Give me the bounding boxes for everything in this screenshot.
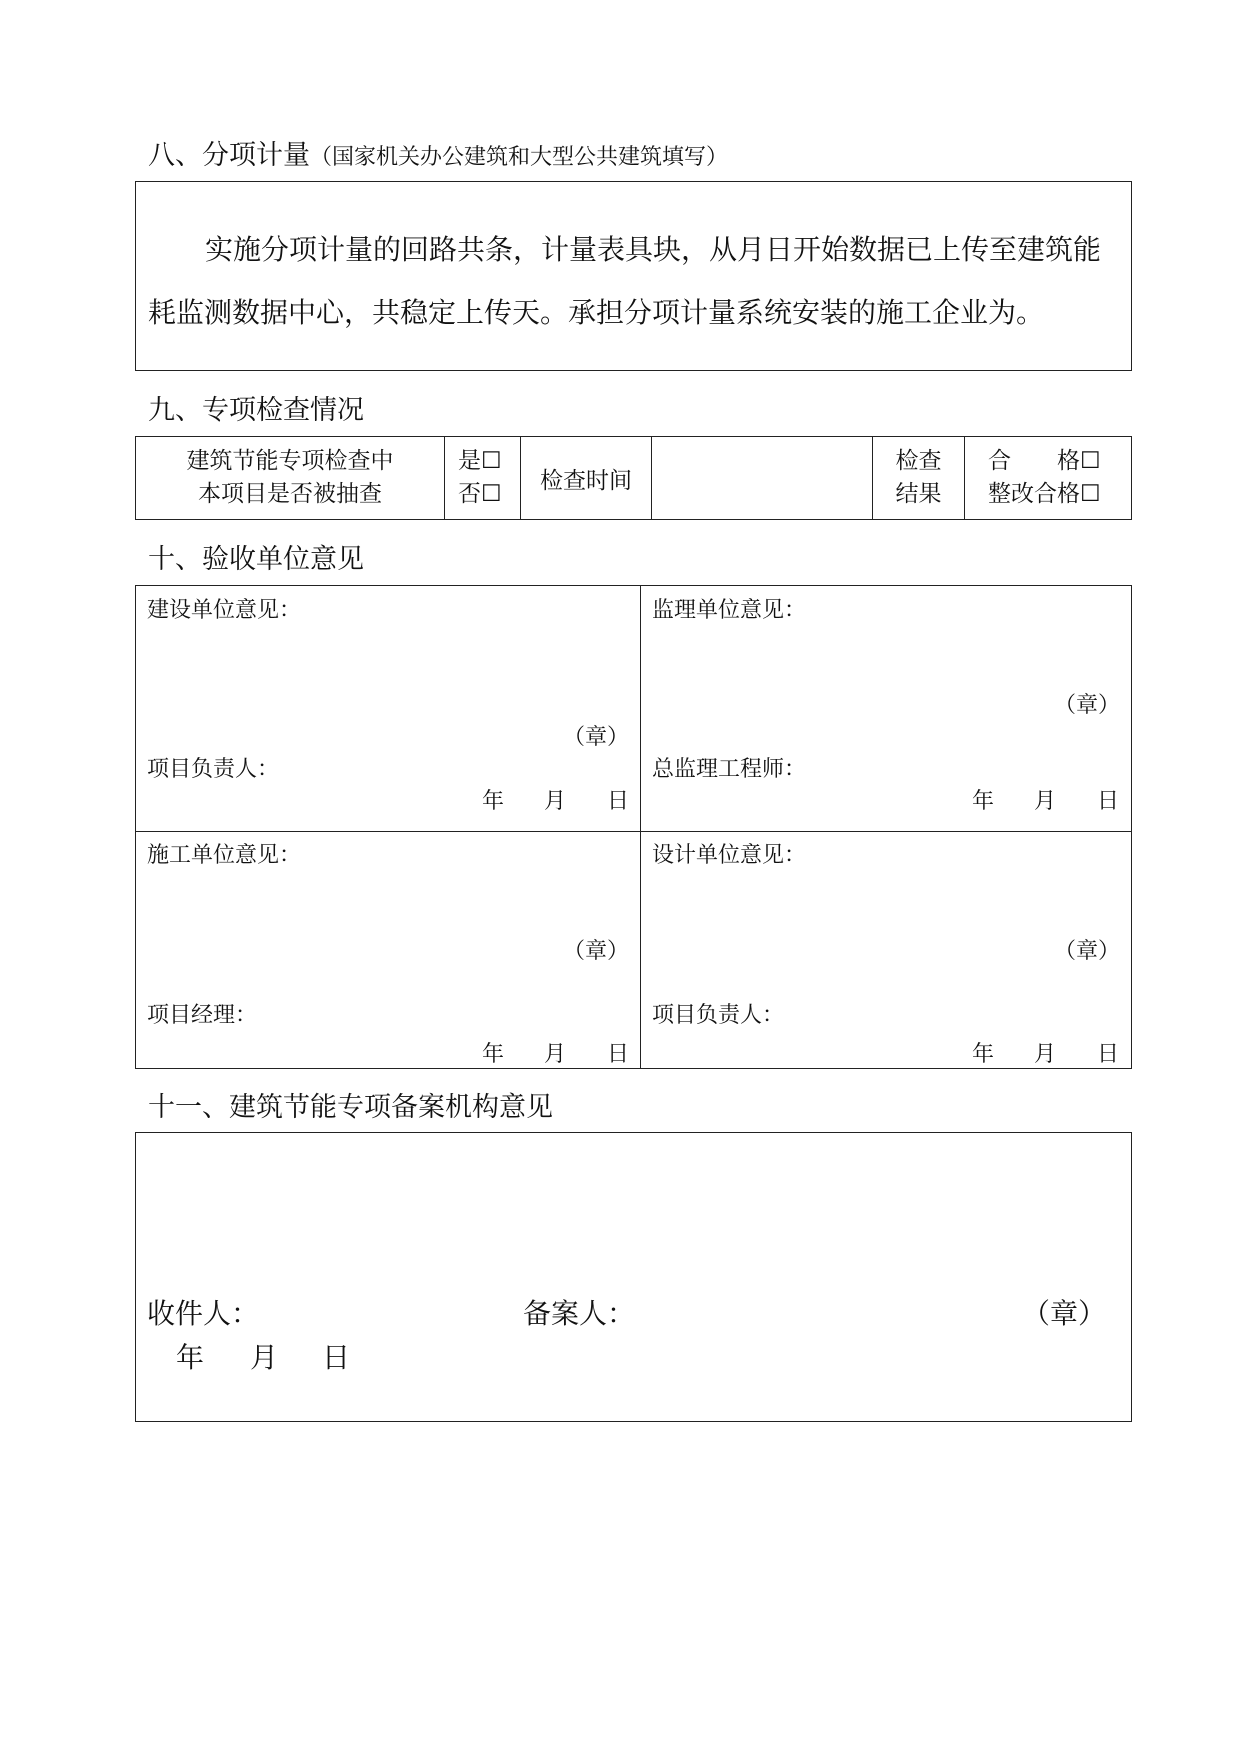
construction-unit-person: 项目负责人： (147, 757, 280, 782)
design-unit-title: 设计单位意见： (652, 843, 807, 868)
construction-unit-year: 年 (482, 789, 505, 814)
spot-check-question-line2: 本项目是否被抽查 (198, 481, 382, 507)
yes-checkbox[interactable]: ☐ (481, 448, 502, 474)
acceptance-vertical-divider (640, 585, 641, 1069)
supervision-unit-opinion-field[interactable] (652, 625, 1122, 685)
design-unit-month: 月 (1034, 1042, 1057, 1067)
spot-check-options (458, 445, 502, 511)
contractor-unit-month: 月 (544, 1042, 567, 1067)
yes-label: 是 (458, 448, 481, 474)
filing-month: 月 (250, 1341, 279, 1374)
supervision-unit-month: 月 (1034, 789, 1057, 814)
rectify-pass-label: 整改合格 (988, 481, 1080, 507)
inspection-result-line1: 检查 (895, 448, 942, 474)
supervision-unit-year: 年 (972, 789, 995, 814)
design-unit-opinion-field[interactable] (652, 870, 1122, 930)
contractor-unit-person: 项目经理： (147, 1003, 258, 1028)
section8-heading-text: 八、分项计量 (148, 140, 310, 171)
construction-unit-seal: （章） (563, 725, 630, 750)
filing-year: 年 (176, 1341, 205, 1374)
section9-heading: 九、专项检查情况 (148, 395, 364, 426)
construction-unit-opinion-field[interactable] (147, 625, 627, 715)
inspection-result-label (873, 445, 964, 511)
filing-agency-opinion-field[interactable] (148, 1145, 1118, 1275)
section10-heading: 十、验收单位意见 (148, 544, 364, 575)
filer-label: 备案人： (523, 1297, 636, 1330)
no-label: 否 (458, 481, 481, 507)
result-options (988, 445, 1101, 511)
yes-option[interactable] (458, 445, 502, 478)
section8-line1: 实施分项计量的回路共条，计量表具块，从月日开始数据已上传至建筑能 (205, 233, 1102, 266)
pass-label: 合 格 (988, 448, 1080, 474)
inspection-divider-5 (964, 436, 965, 520)
no-option[interactable] (458, 478, 502, 511)
supervision-unit-seal: （章） (1054, 693, 1121, 718)
construction-unit-title: 建设单位意见： (147, 598, 302, 623)
supervision-unit-title: 监理单位意见： (652, 598, 807, 623)
contractor-unit-title: 施工单位意见： (147, 843, 302, 868)
receiver-label: 收件人： (147, 1297, 260, 1330)
pass-option[interactable] (988, 445, 1101, 478)
contractor-unit-seal: （章） (563, 939, 630, 964)
rectify-pass-option[interactable] (988, 478, 1101, 511)
contractor-unit-day: 日 (607, 1042, 630, 1067)
inspection-result-line2: 结果 (895, 481, 942, 507)
section8-heading (148, 133, 728, 172)
no-checkbox[interactable]: ☐ (481, 481, 502, 507)
check-time-label: 检查时间 (540, 468, 632, 494)
contractor-unit-year: 年 (482, 1042, 505, 1067)
section8-box (135, 181, 1132, 371)
rectify-pass-checkbox[interactable]: ☐ (1080, 481, 1101, 507)
design-unit-seal: （章） (1054, 939, 1121, 964)
contractor-unit-opinion-field[interactable] (147, 870, 627, 930)
spot-check-question-line1: 建筑节能专项检查中 (186, 448, 394, 474)
filing-day: 日 (322, 1341, 351, 1374)
section8-line2: 耗监测数据中心，共稳定上传天。承担分项计量系统安装的施工企业为。 (148, 296, 1045, 329)
filing-seal: （章） (1022, 1297, 1107, 1330)
check-time-field[interactable] (652, 445, 872, 511)
section11-heading: 十一、建筑节能专项备案机构意见 (148, 1092, 553, 1123)
design-unit-day: 日 (1097, 1042, 1120, 1067)
design-unit-person: 项目负责人： (652, 1003, 785, 1028)
design-unit-year: 年 (972, 1042, 995, 1067)
supervision-unit-person: 总监理工程师： (652, 757, 807, 782)
section8-heading-note: （国家机关办公建筑和大型公共建筑填写） (310, 145, 729, 170)
pass-checkbox[interactable]: ☐ (1080, 448, 1101, 474)
construction-unit-day: 日 (607, 789, 630, 814)
spot-check-question (136, 445, 444, 511)
supervision-unit-day: 日 (1097, 789, 1120, 814)
inspection-divider-1 (444, 436, 445, 520)
construction-unit-month: 月 (544, 789, 567, 814)
acceptance-horizontal-divider (135, 831, 1132, 832)
